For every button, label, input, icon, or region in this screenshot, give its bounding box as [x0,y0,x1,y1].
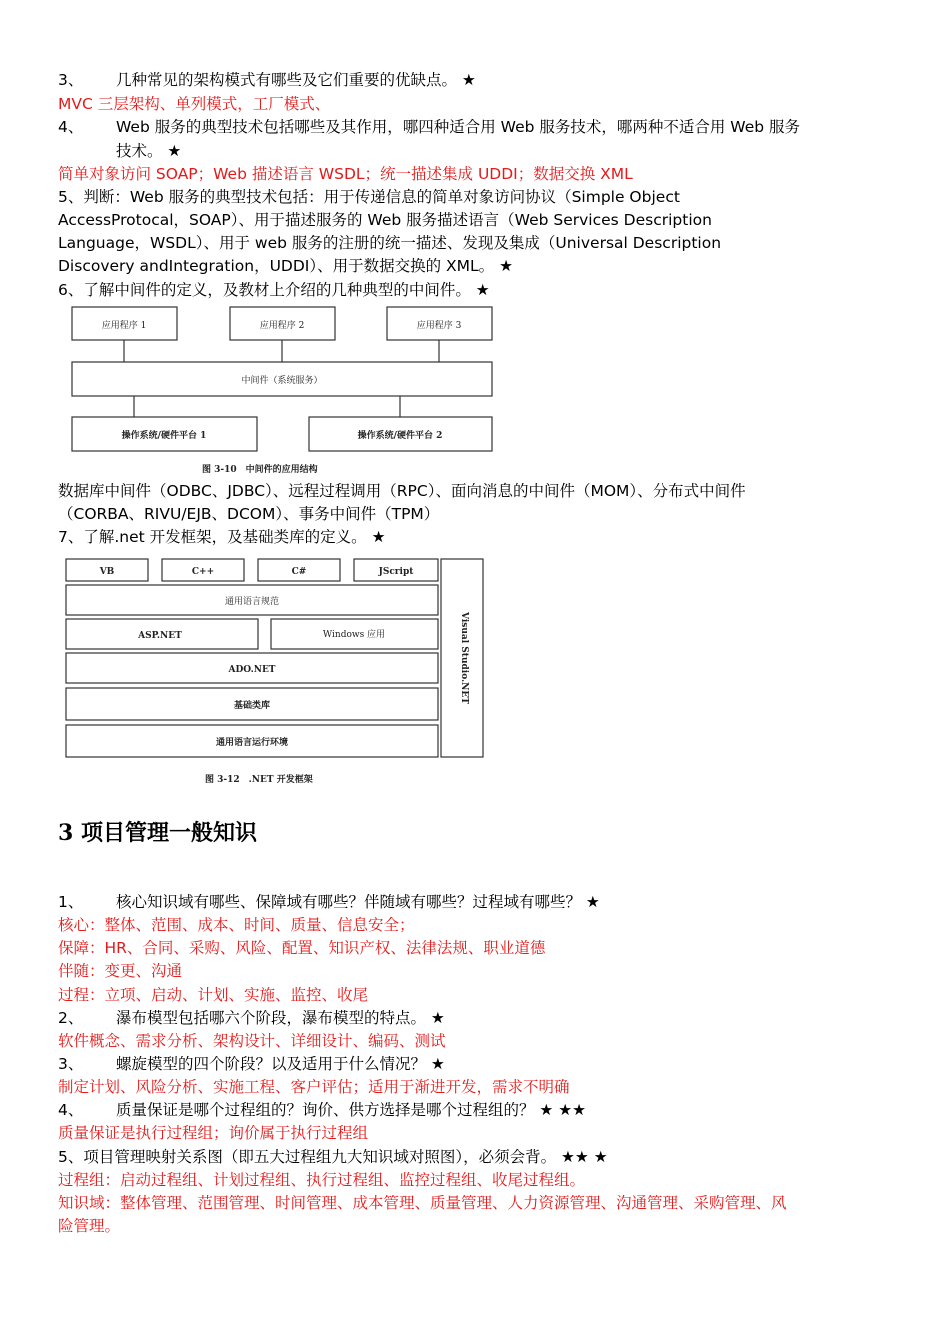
question-3: 3、 几种常见的架构模式有哪些及它们重要的优缺点。 ★ [58,71,476,89]
fig-base-label: 基础类库 [233,701,271,711]
fig-asp-label: ASP.NET [138,631,182,641]
fig-cls-label: 通用语言规范 [224,597,280,607]
pm-answer-2: 软件概念、需求分析、架构设计、详细设计、编码、测试 [58,1032,446,1050]
answer-3: MVC 三层架构、单列模式，工厂模式、 [58,95,331,113]
pm-answer-5-groups: 过程组：启动过程组、计划过程组、执行过程组、监控过程组、收尾过程组。 [58,1171,586,1189]
pm-answer-4: 质量保证是执行过程组；询价属于执行过程组 [58,1124,369,1142]
pm-answer-1-support: 保障：HR、合同、采购、风险、配置、知识产权、法律法规、职业道德 [58,939,546,957]
middleware-answer-line: 数据库中间件（ODBC、JDBC）、远程过程调用（RPC）、面向消息的中间件（MOM）、分布式中间件 [58,482,746,500]
fig-caption: 图 3-10 中间件的应用结构 [202,465,318,475]
middleware-figure [62,300,502,480]
question-5-line: AccessProtocal，SOAP）、用于描述服务的 Web 服务描述语言（Web Services Description [58,211,712,229]
fig-clr-label: 通用语言运行环境 [215,738,289,748]
question-7: 7、了解.net 开发框架，及基础类库的定义。 ★ [58,528,386,546]
fig-app3-label: 应用程序 3 [416,321,462,331]
question-5-line: Language，WSDL）、用于 web 服务的注册的统一描述、发现及集成（Universal Description [58,234,722,252]
fig-app1-label: 应用程序 1 [101,321,147,331]
fig-os1-label: 操作系统/硬件平台 1 [121,431,207,441]
fig-cs-label: C# [291,567,307,577]
pm-question-5: 5、项目管理映射关系图（即五大过程组九大知识域对照图），必须会背。 ★★ ★ [58,1148,608,1166]
fig-cpp-label: C++ [191,567,215,577]
dotnet-figure [60,553,490,789]
fig-os2-label: 操作系统/硬件平台 2 [357,431,443,441]
pm-answer-1-core: 核心：整体、范围、成本、时间、质量、信息安全； [58,916,415,934]
pm-answer-1-process: 过程：立项、启动、计划、实施、监控、收尾 [58,986,369,1004]
fig-ado-label: ADO.NET [228,665,276,675]
question-5-line: Discovery andIntegration，UDDI）、用于数据交换的 XML。 ★ [58,257,513,275]
answer-4: 简单对象访问 SOAP；Web 描述语言 WSDL；统一描述集成 UDDI；数据交换 XML [58,165,633,183]
question-4-cont: 技术。 ★ [116,142,182,160]
pm-question-2: 2、 瀑布模型包括哪六个阶段，瀑布模型的特点。 ★ [58,1009,445,1027]
pm-question-3: 3、 螺旋模型的四个阶段？以及适用于什么情况？ ★ [58,1055,445,1073]
pm-answer-5-areas: 知识域：整体管理、范围管理、时间管理、成本管理、质量管理、人力资源管理、沟通管理、采购管理、风 [58,1194,787,1212]
pm-question-4: 4、 质量保证是哪个过程组的？询价、供方选择是哪个过程组的？ ★ ★★ [58,1101,587,1119]
pm-answer-3: 制定计划、风险分析、实施工程、客户评估；适用于渐进开发，需求不明确 [58,1078,570,1096]
fig-middleware-label: 中间件（系统服务） [241,376,323,386]
pm-answer-1-accompany: 伴随：变更、沟通 [58,962,183,980]
question-6: 6、了解中间件的定义，及教材上介绍的几种典型的中间件。 ★ [58,281,490,299]
fig-win-label: Windows 应用 [322,630,386,640]
question-4: 4、 Web 服务的典型技术包括哪些及其作用，哪四种适合用 Web 服务技术，哪两种不适合用 Web 服务 [58,118,801,136]
fig-vb-label: VB [99,567,115,577]
pm-question-1: 1、 核心知识域有哪些、保障域有哪些？伴随域有哪些？过程域有哪些？ ★ [58,893,600,911]
question-5-line: 5、判断：Web 服务的典型技术包括：用于传递信息的简单对象访问协议（Simple Object [58,188,680,206]
fig-caption: 图 3-12 .NET 开发框架 [205,775,313,785]
fig-app2-label: 应用程序 2 [259,321,305,331]
fig-js-label: JScript [378,567,414,577]
section-title: 3 项目管理一般知识 [58,820,257,846]
middleware-answer-line: （CORBA、RIVU/EJB、DCOM）、事务中间件（TPM） [58,505,440,523]
pm-answer-5-areas-cont: 险管理。 [58,1217,121,1235]
fig-vs-label: Visual Studio.NET [459,612,469,704]
